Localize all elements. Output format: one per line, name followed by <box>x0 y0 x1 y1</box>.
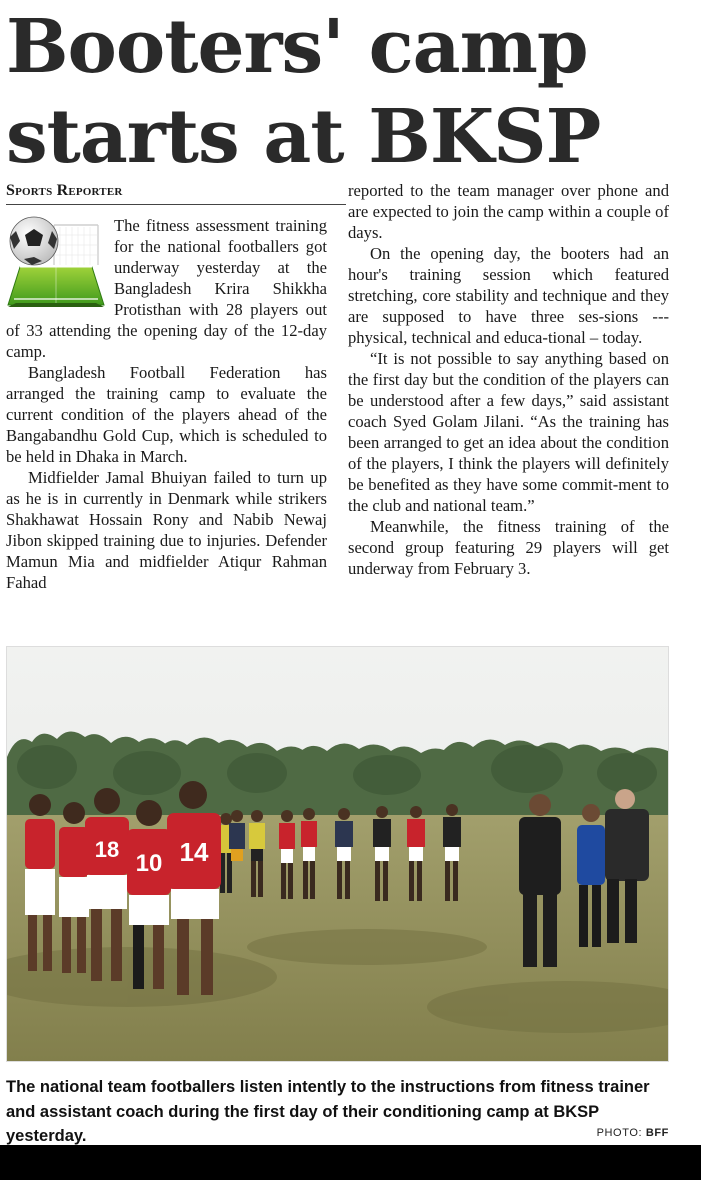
football-field-icon <box>6 215 106 309</box>
photo-credit-source: BFF <box>645 1127 669 1139</box>
byline: Sports Reporter <box>6 182 123 199</box>
article-paragraph: Bangladesh Football Federation has arranged the training camp to evaluate the current condition of the players ahead of the Bangabandhu Gold Cup, which is scheduled to be held in Dhaka in March. <box>6 363 327 466</box>
article-paragraph: On the opening day, the booters had an hour's training session which featured stretching, core stability and technique and they are supposed to have three ses-sions --- physical, technical and educa-tional – today. <box>348 244 669 347</box>
article-paragraph: Midfielder Jamal Bhuiyan failed to turn up as he is in currently in Denmark while strikers Shakhawat Hossain Rony and Nabib Newaj Jibon skipped training due to injuries. Defender Mamun Mia and midfielder Atiqur Rahman Fahad <box>6 468 327 592</box>
jersey-number: 14 <box>179 837 209 867</box>
photo-credit-label: PHOTO: <box>596 1127 643 1139</box>
article-paragraph: The fitness assessment training for the national footballers got underway yesterday at the Bangladesh Krira Shikkha Protisthan with 28 players out of 33 attending the opening day of the 12-day camp. <box>6 216 327 361</box>
article-column-right <box>348 180 669 579</box>
photo-caption: The national team footballers listen intently to the instructions from fitness trainer and assistant coach during the first day of their conditioning camp at BKSP yesterday. <box>6 1078 650 1145</box>
article-paragraph: reported to the team manager over phone and are expected to join the camp within a couple of days. <box>348 181 669 242</box>
photo-credit <box>597 1127 669 1139</box>
article-paragraph: “It is not possible to say anything based on the first day but the condition of the players can be understood after a few days,” said assistant coach Syed Golam Jilani. “As the training has been arranged to get an idea about the condition of the players, I think the players will definitely be benefited as they have some commit-ment to the club and national team.” <box>348 349 669 515</box>
bottom-black-bar <box>0 1145 701 1180</box>
article-paragraph: Meanwhile, the fitness training of the second group featuring 29 players will get underway from February 3. <box>348 517 669 578</box>
jersey-number: 18 <box>94 837 120 862</box>
byline-rule <box>6 204 346 205</box>
training-photo <box>6 646 669 1062</box>
article-column-left <box>6 215 327 593</box>
jersey-number: 10 <box>135 850 163 877</box>
headline: Booters' camp starts at BKSP <box>6 4 601 180</box>
